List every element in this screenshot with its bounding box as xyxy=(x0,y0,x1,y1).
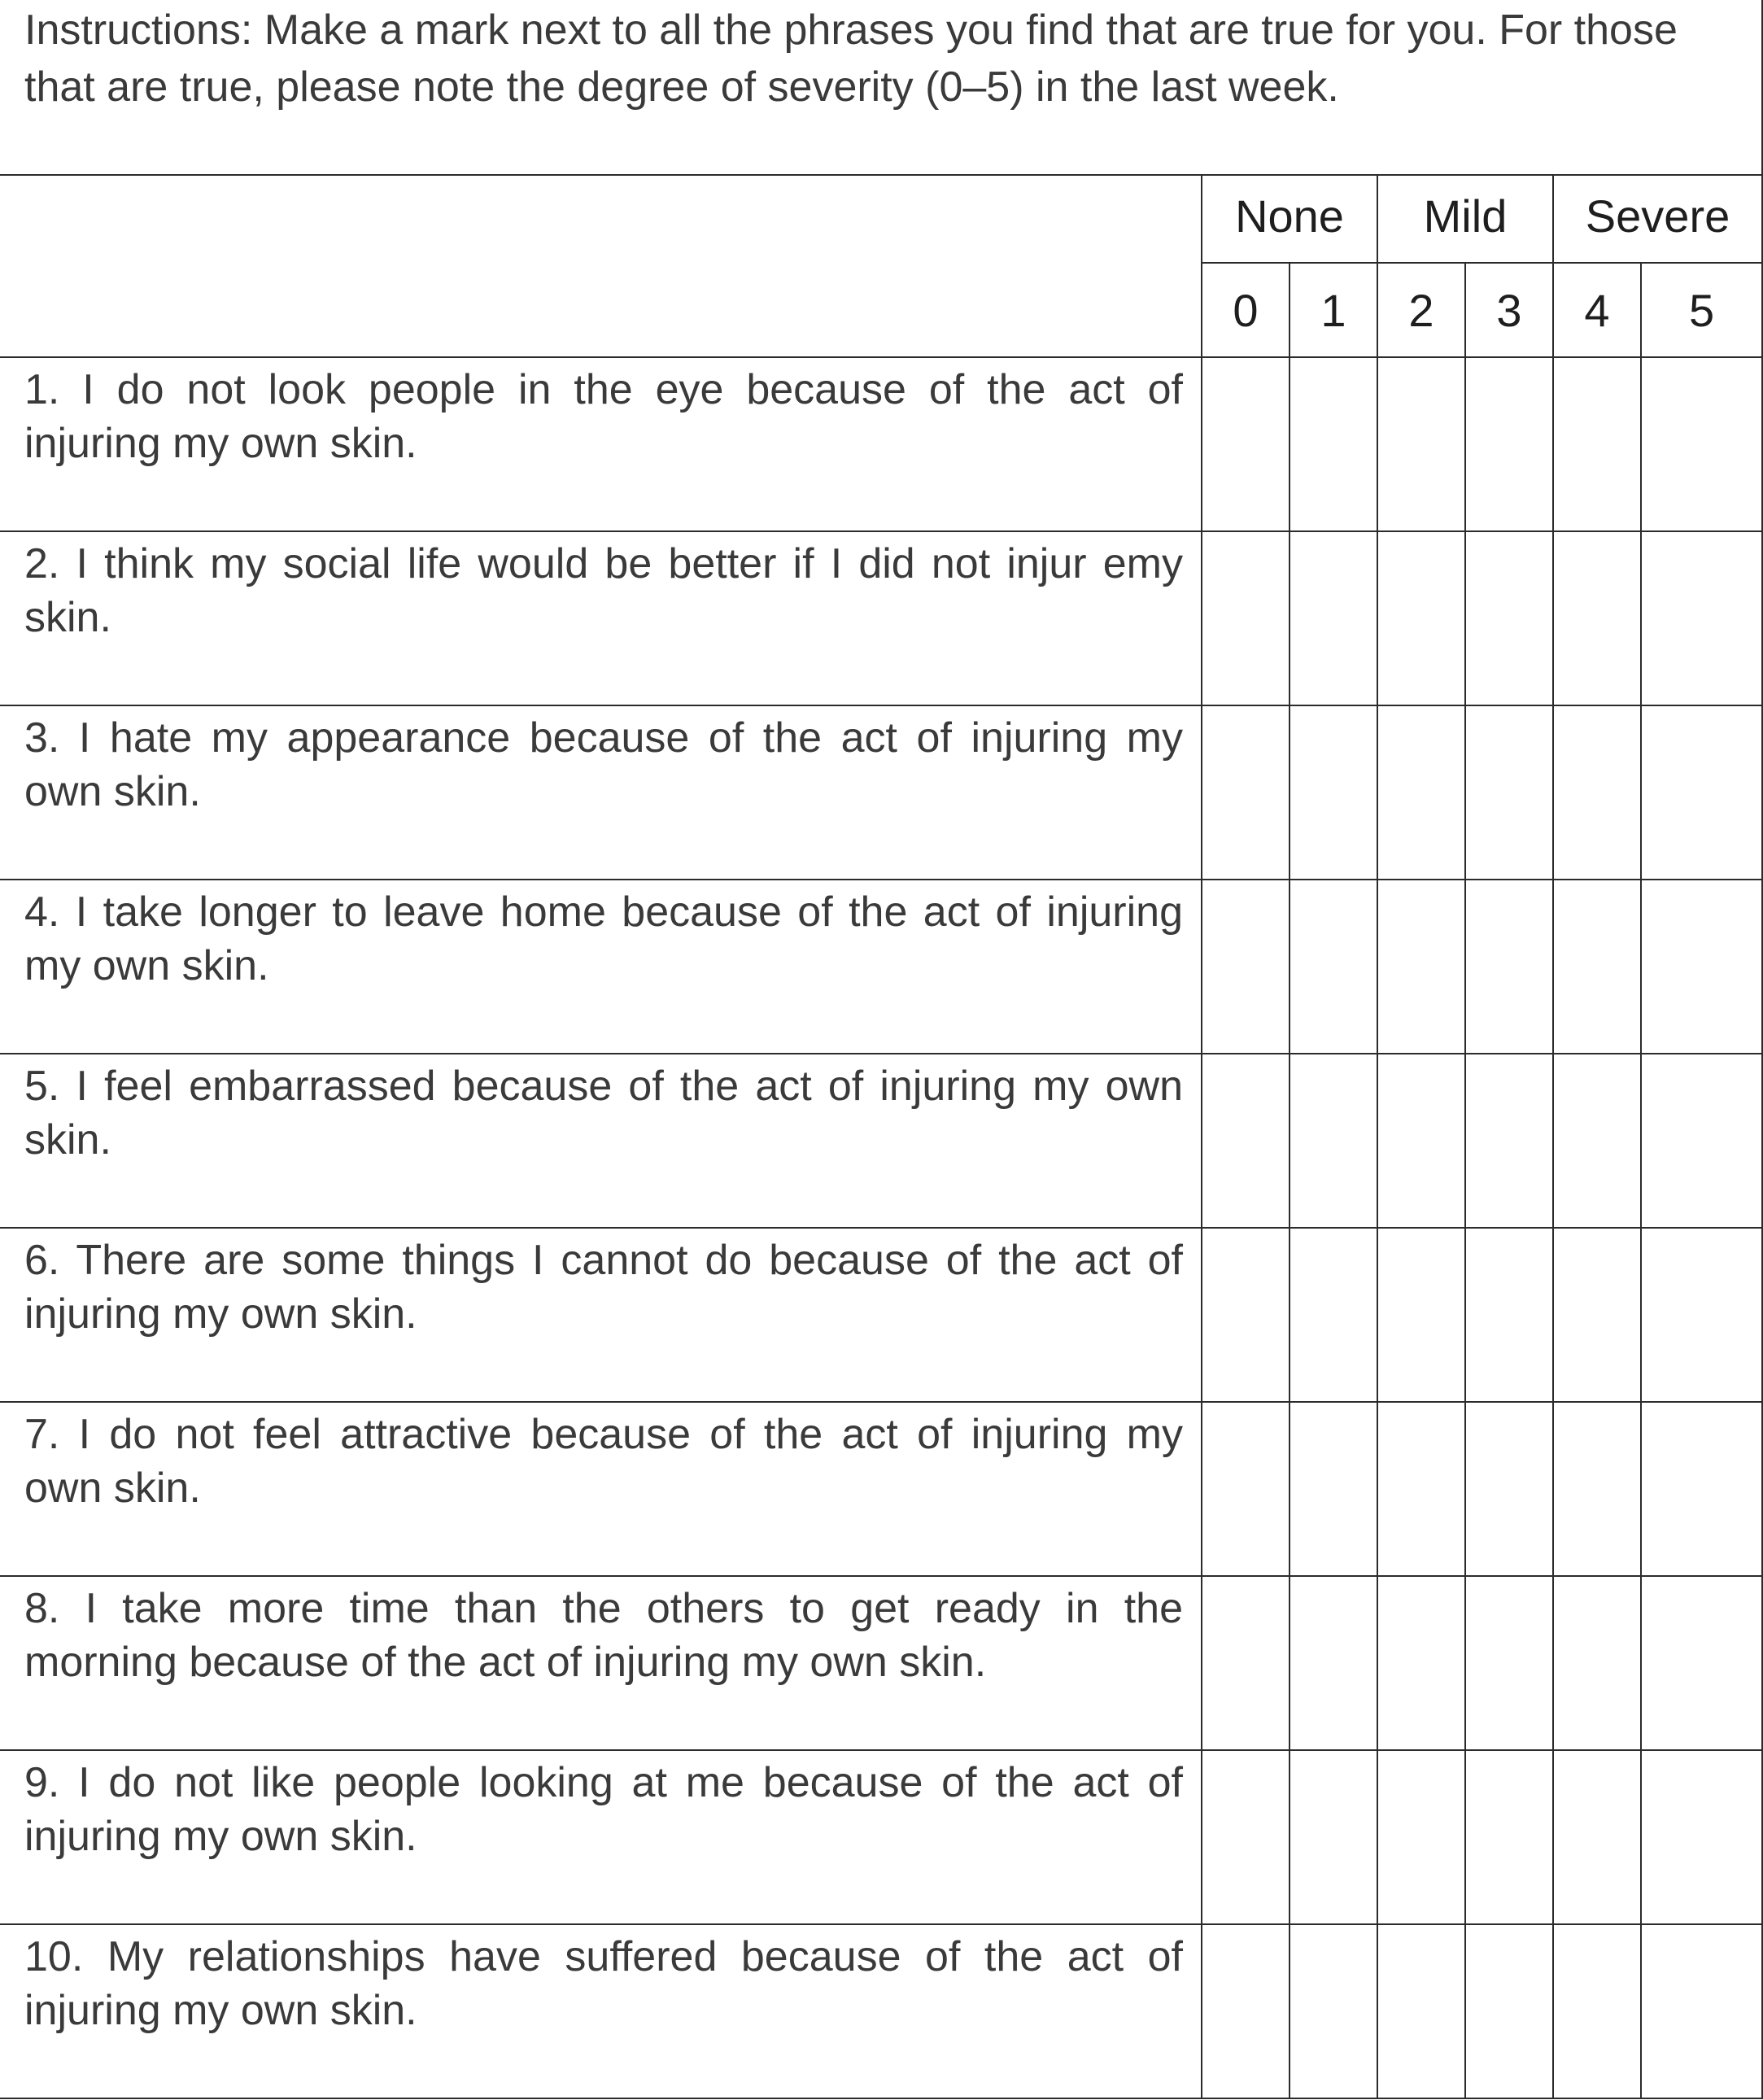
score-box-4[interactable] xyxy=(1553,1228,1641,1402)
score-box-4[interactable] xyxy=(1553,357,1641,531)
score-box-5[interactable] xyxy=(1641,1054,1762,1228)
score-box-5[interactable] xyxy=(1641,880,1762,1054)
score-box-2[interactable] xyxy=(1377,1402,1465,1576)
score-box-2[interactable] xyxy=(1377,1054,1465,1228)
score-box-2[interactable] xyxy=(1377,1750,1465,1924)
blank-header-cell xyxy=(0,175,1202,357)
score-box-1[interactable] xyxy=(1290,880,1377,1054)
score-box-5[interactable] xyxy=(1641,357,1762,531)
score-box-4[interactable] xyxy=(1553,705,1641,880)
question-row xyxy=(0,1054,1762,1228)
question-text: 10. My relationships have suffered because of the act of injuring my own skin. xyxy=(0,1924,1202,2098)
score-box-2[interactable] xyxy=(1377,1924,1465,2098)
score-box-5[interactable] xyxy=(1641,1924,1762,2098)
score-box-2[interactable] xyxy=(1377,1576,1465,1750)
scale-header-5: 5 xyxy=(1641,263,1762,357)
item-rows xyxy=(0,357,1762,2098)
score-box-4[interactable] xyxy=(1553,1402,1641,1576)
score-box-4[interactable] xyxy=(1553,531,1641,705)
score-box-1[interactable] xyxy=(1290,1054,1377,1228)
score-box-2[interactable] xyxy=(1377,880,1465,1054)
score-box-0[interactable] xyxy=(1202,705,1290,880)
score-box-5[interactable] xyxy=(1641,1576,1762,1750)
score-box-0[interactable] xyxy=(1202,531,1290,705)
question-row xyxy=(0,531,1762,705)
question-text: 6. There are some things I cannot do because of the act of injuring my own skin. xyxy=(0,1228,1202,1402)
score-box-4[interactable] xyxy=(1553,1054,1641,1228)
score-box-2[interactable] xyxy=(1377,1228,1465,1402)
scale-header-1: 1 xyxy=(1290,263,1377,357)
group-header-mild: Mild xyxy=(1377,175,1553,263)
score-box-3[interactable] xyxy=(1465,1228,1553,1402)
question-row xyxy=(0,880,1762,1054)
score-box-3[interactable] xyxy=(1465,1054,1553,1228)
question-text: 9. I do not like people looking at me because of the act of injuring my own skin. xyxy=(0,1750,1202,1924)
score-box-1[interactable] xyxy=(1290,1228,1377,1402)
instructions-text: Instructions: Make a mark next to all the phrases you find that are true for you. For those that are true, please note the degree of severity (0–5) in the last week. xyxy=(0,0,1762,175)
score-box-2[interactable] xyxy=(1377,357,1465,531)
question-row xyxy=(0,1228,1762,1402)
score-box-5[interactable] xyxy=(1641,1402,1762,1576)
score-box-2[interactable] xyxy=(1377,531,1465,705)
score-box-2[interactable] xyxy=(1377,705,1465,880)
scale-header-0: 0 xyxy=(1202,263,1290,357)
question-row xyxy=(0,1402,1762,1576)
question-row xyxy=(0,1576,1762,1750)
score-box-4[interactable] xyxy=(1553,1924,1641,2098)
score-box-1[interactable] xyxy=(1290,1576,1377,1750)
score-box-1[interactable] xyxy=(1290,1924,1377,2098)
score-box-1[interactable] xyxy=(1290,705,1377,880)
score-box-0[interactable] xyxy=(1202,357,1290,531)
score-box-4[interactable] xyxy=(1553,880,1641,1054)
question-text: 5. I feel embarrassed because of the act of injuring my own skin. xyxy=(0,1054,1202,1228)
question-text: 8. I take more time than the others to get ready in the morning because of the act of injuring my own skin. xyxy=(0,1576,1202,1750)
score-box-3[interactable] xyxy=(1465,1924,1553,2098)
score-box-1[interactable] xyxy=(1290,357,1377,531)
instructions-row xyxy=(0,0,1762,175)
score-box-5[interactable] xyxy=(1641,531,1762,705)
scale-header-4: 4 xyxy=(1553,263,1641,357)
score-box-0[interactable] xyxy=(1202,1228,1290,1402)
score-box-0[interactable] xyxy=(1202,1750,1290,1924)
question-row xyxy=(0,705,1762,880)
score-box-1[interactable] xyxy=(1290,1402,1377,1576)
score-box-3[interactable] xyxy=(1465,1402,1553,1576)
score-box-0[interactable] xyxy=(1202,1402,1290,1576)
score-box-1[interactable] xyxy=(1290,531,1377,705)
question-text: 2. I think my social life would be better if I did not injur emy skin. xyxy=(0,531,1202,705)
score-box-4[interactable] xyxy=(1553,1750,1641,1924)
score-box-3[interactable] xyxy=(1465,531,1553,705)
score-box-0[interactable] xyxy=(1202,1054,1290,1228)
question-row xyxy=(0,357,1762,531)
score-box-3[interactable] xyxy=(1465,1576,1553,1750)
question-text: 7. I do not feel attractive because of the act of injuring my own skin. xyxy=(0,1402,1202,1576)
score-box-0[interactable] xyxy=(1202,1924,1290,2098)
question-text: 4. I take longer to leave home because of the act of injuring my own skin. xyxy=(0,880,1202,1054)
question-row xyxy=(0,1750,1762,1924)
score-box-3[interactable] xyxy=(1465,357,1553,531)
question-text: 1. I do not look people in the eye because of the act of injuring my own skin. xyxy=(0,357,1202,531)
group-header-none: None xyxy=(1202,175,1377,263)
score-box-1[interactable] xyxy=(1290,1750,1377,1924)
severity-group-header-row xyxy=(0,175,1762,263)
question-row xyxy=(0,1924,1762,2098)
score-box-5[interactable] xyxy=(1641,705,1762,880)
score-box-0[interactable] xyxy=(1202,880,1290,1054)
score-box-5[interactable] xyxy=(1641,1750,1762,1924)
score-box-3[interactable] xyxy=(1465,880,1553,1054)
score-box-5[interactable] xyxy=(1641,1228,1762,1402)
score-box-0[interactable] xyxy=(1202,1576,1290,1750)
score-box-4[interactable] xyxy=(1553,1576,1641,1750)
score-box-3[interactable] xyxy=(1465,1750,1553,1924)
scale-header-3: 3 xyxy=(1465,263,1553,357)
group-header-severe: Severe xyxy=(1553,175,1762,263)
score-box-3[interactable] xyxy=(1465,705,1553,880)
scale-header-2: 2 xyxy=(1377,263,1465,357)
question-text: 3. I hate my appearance because of the act of injuring my own skin. xyxy=(0,705,1202,880)
